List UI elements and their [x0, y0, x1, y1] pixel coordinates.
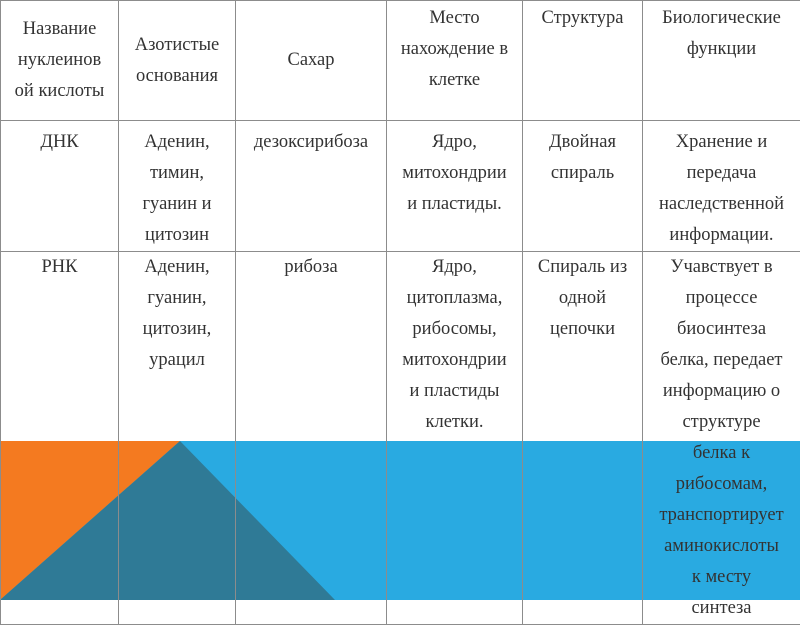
rnk-structure-cell: [523, 252, 643, 625]
header-location-text: Место нахождение в клетке: [387, 3, 522, 96]
rnk-sugar-cell: [236, 252, 387, 625]
dnk-name-text: ДНК: [1, 127, 118, 158]
dnk-sugar-cell: [236, 121, 387, 252]
rnk-structure-text: Спираль из одной цепочки: [523, 252, 642, 345]
header-acid-name-text: Название нуклеинов ой кислоты: [1, 14, 118, 107]
dnk-location-text: Ядро, митохондрии и пластиды.: [387, 127, 522, 220]
dnk-structure-cell: [523, 121, 643, 252]
rnk-location-cell: [387, 252, 523, 625]
rnk-function-text: Учавствует в процессе биосинтеза белка, передает информацию о структуре белка к рибосомам, транспортирует аминокислоты к месту синтеза: [643, 252, 800, 624]
rnk-sugar-text: рибоза: [236, 252, 386, 283]
dnk-function-text: Хранение и передача наследственной информации.: [643, 127, 800, 251]
header-structure: [523, 1, 643, 121]
table-row: [1, 252, 800, 625]
table-row: [1, 121, 800, 252]
rnk-name-text: РНК: [1, 252, 118, 283]
rnk-name-cell: [1, 252, 119, 625]
dnk-function-cell: [643, 121, 800, 252]
dnk-name-cell: [1, 121, 119, 252]
header-bases: [119, 1, 236, 121]
rnk-location-text: Ядро, цитоплазма, рибосомы, митохондрии и пластиды клетки.: [387, 252, 522, 438]
header-structure-text: Структура: [523, 3, 642, 34]
dnk-structure-text: Двойная спираль: [523, 127, 642, 189]
header-functions: [643, 1, 800, 121]
header-acid-name: [1, 1, 119, 121]
dnk-sugar-text: дезоксирибоза: [236, 127, 386, 158]
rnk-function-cell: [643, 252, 800, 625]
rnk-bases-text: Аденин, гуанин, цитозин, урацил: [119, 252, 235, 376]
header-sugar-text: Сахар: [236, 45, 386, 76]
header-row: [1, 1, 800, 121]
dnk-bases-text: Аденин, тимин, гуанин и цитозин: [119, 127, 235, 251]
header-location: [387, 1, 523, 121]
header-sugar: [236, 1, 387, 121]
header-bases-text: Азотистые основания: [119, 30, 235, 92]
dnk-location-cell: [387, 121, 523, 252]
rnk-bases-cell: [119, 252, 236, 625]
dnk-bases-cell: [119, 121, 236, 252]
header-functions-text: Биологические функции: [643, 3, 800, 65]
